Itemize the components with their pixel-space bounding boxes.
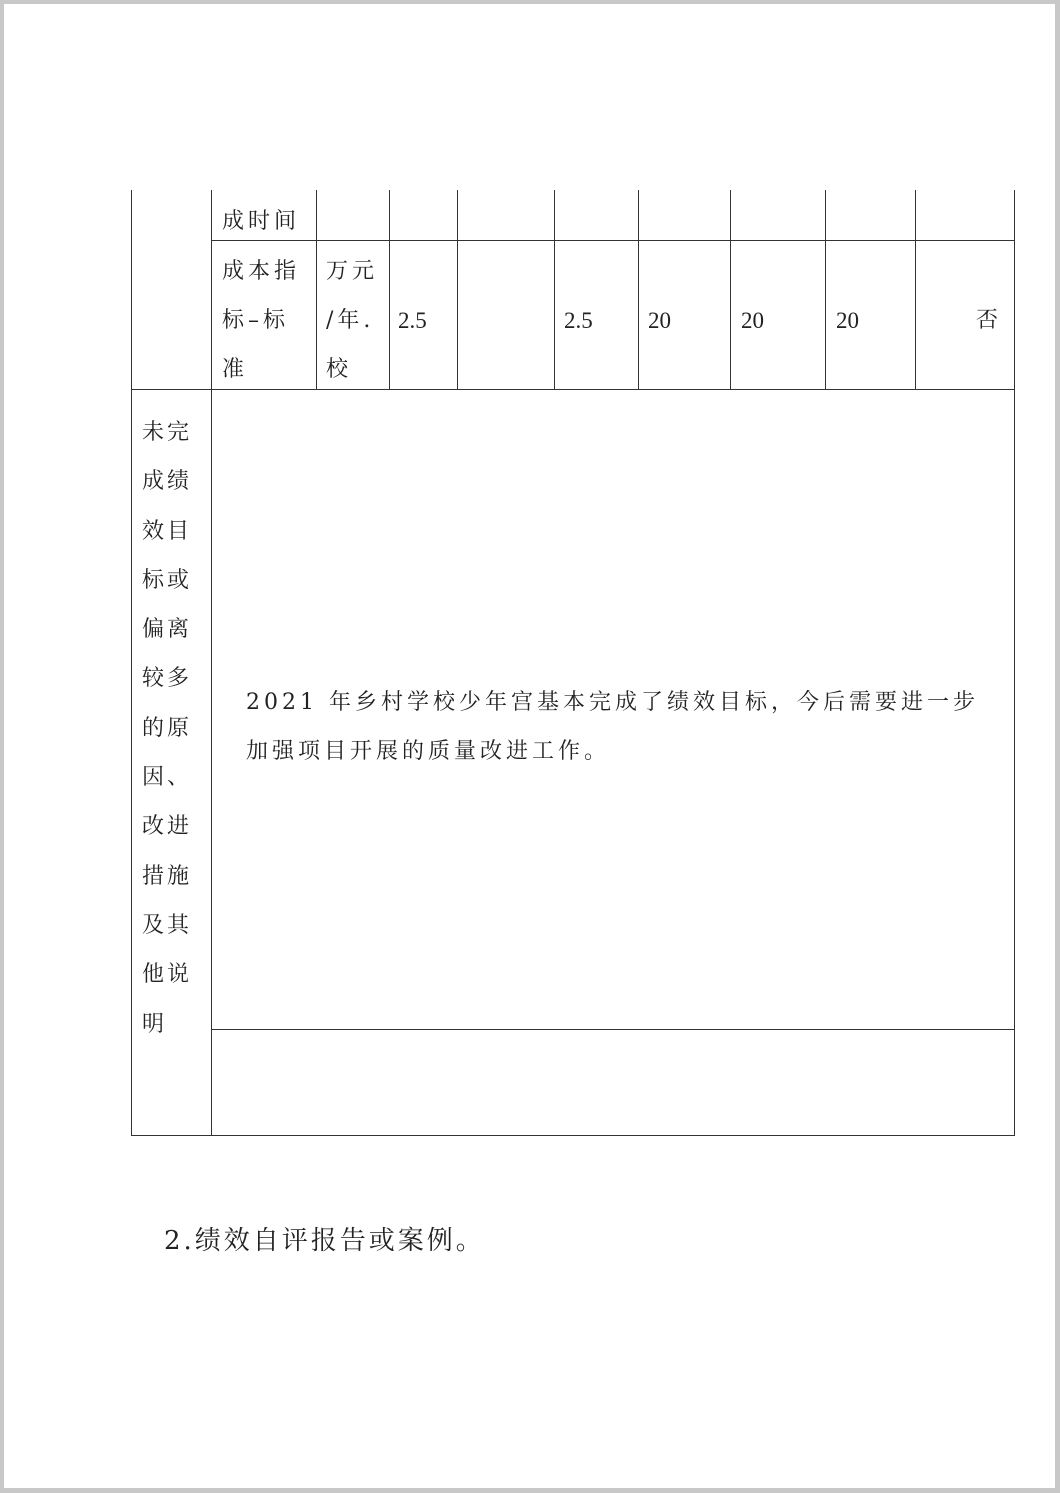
cost-col9: 否 [976, 308, 1003, 333]
notes-label-line: 较多 [142, 666, 193, 692]
cost-unit-line-1: 万元 [326, 259, 379, 284]
notes-label-line: 成绩 [142, 469, 193, 495]
cost-score-weight: 20 [648, 308, 671, 333]
cost-unit-line-3: 校 [326, 357, 353, 382]
notes-label-line: 效目 [142, 518, 193, 544]
notes-label [142, 408, 202, 1049]
table-rule [211, 240, 1015, 241]
cost-indicator-line-3: 准 [222, 357, 249, 382]
table-rule [554, 190, 555, 390]
notes-label-line: 明 [142, 1011, 168, 1037]
table-rule [131, 1135, 1015, 1136]
table-rule [389, 190, 390, 390]
notes-label-line: 未完 [142, 420, 193, 445]
notes-label-line: 偏离 [142, 617, 193, 643]
table-rule [915, 190, 916, 390]
table-rule [1014, 190, 1015, 1136]
cost-unit-line-2: /年. [326, 308, 375, 333]
table-rule [825, 190, 826, 390]
notes-content-line: 2021 年乡村学校少年宫基本完成了绩效目标，今后需要进一步 [246, 690, 979, 715]
table-rule [730, 190, 731, 390]
notes-label-line: 的原 [142, 715, 193, 741]
notes-label-line: 标或 [142, 567, 193, 593]
table-rule [131, 190, 132, 1136]
table-rule [211, 190, 212, 1136]
table-rule [457, 190, 458, 390]
cost-indicator-line-2: 标–标 [222, 308, 290, 333]
notes-label-line: 措施 [142, 863, 193, 889]
cost-score-b: 20 [836, 308, 859, 333]
cost-actual-value: 2.5 [564, 308, 593, 333]
section-heading: 2.绩效自评报告或案例。 [164, 1226, 485, 1256]
table-rule [316, 190, 317, 390]
table-rule [131, 389, 1015, 390]
notes-content-line: 加强项目开展的质量改进工作。 [246, 739, 611, 764]
notes-content [246, 678, 979, 776]
notes-label-line: 及其 [142, 912, 193, 938]
document-page [4, 4, 1055, 1488]
notes-label-line: 改进 [142, 814, 193, 840]
notes-label-line: 他说 [142, 962, 193, 988]
cost-annual-target: 2.5 [398, 308, 427, 333]
cost-indicator-line-1: 成本指 [222, 259, 301, 284]
notes-label-line: 因、 [142, 765, 193, 791]
table-rule [638, 190, 639, 390]
table-rule [211, 1029, 1015, 1030]
indicator-completion-time: 成时间 [222, 209, 301, 234]
cost-score-a: 20 [741, 308, 764, 333]
